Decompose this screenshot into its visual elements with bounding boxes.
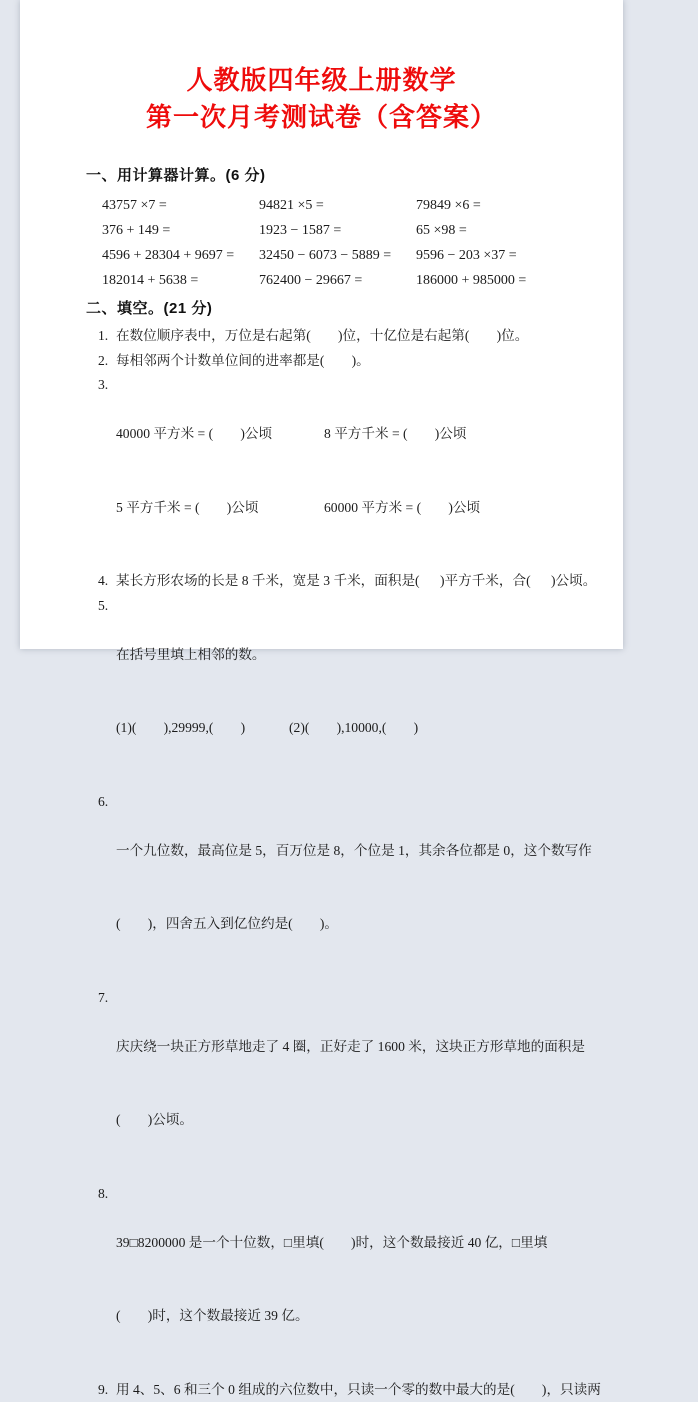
question-7 (98, 986, 613, 1182)
question-number: 6. (98, 790, 116, 815)
calc-problem: 9596 − 203 ×37 = (416, 243, 613, 268)
question-text (116, 790, 613, 986)
question-1 (98, 324, 613, 349)
question-6 (98, 790, 613, 986)
conversion-blank: 60000 平方米 = ( )公顷 (324, 496, 480, 521)
conversion-blank: 8 平方千米 = ( )公顷 (324, 422, 466, 447)
neighbor-number-blank: (2)( ),10000,( ) (289, 716, 418, 741)
calc-problem: 186000 + 985000 = (416, 268, 613, 293)
question-number: 3. (98, 373, 116, 398)
question-4 (98, 569, 613, 594)
title-line-1: 人教版四年级上册数学 (20, 62, 623, 99)
question-number: 9. (98, 1378, 116, 1402)
question-8 (98, 1182, 613, 1378)
question-text (116, 1182, 613, 1378)
calc-problem: 182014 + 5638 = (102, 268, 259, 293)
conversion-blank: 5 平方千米 = ( )公顷 (116, 496, 324, 521)
question-number: 8. (98, 1182, 116, 1207)
question-7-line-2: ( )公顷。 (116, 1108, 613, 1133)
question-number: 7. (98, 986, 116, 1011)
question-8-line-1: 39□8200000 是一个十位数，□里填( )时，这个数最接近 40 亿，□里填 (116, 1231, 613, 1256)
title-line-2: 第一次月考测试卷（含答案） (20, 99, 623, 136)
document-page (20, 0, 623, 649)
question-text: 某长方形农场的长是 8 千米，宽是 3 千米，面积是( )平方千米，合( )公顷。 (116, 569, 613, 594)
calc-problem: 376 + 149 = (102, 218, 259, 243)
question-6-line-2: ( )，四舍五入到亿位约是( )。 (116, 912, 613, 937)
calc-problem: 43757 ×7 = (102, 193, 259, 218)
question-text (116, 373, 613, 569)
question-number: 2. (98, 349, 116, 374)
question-3-line-1 (116, 422, 613, 447)
question-3-line-2 (116, 496, 613, 521)
section1-heading: 一、用计算器计算。(6 分) (86, 166, 613, 186)
question-number: 1. (98, 324, 116, 349)
question-3 (98, 373, 613, 569)
calc-problem: 32450 − 6073 − 5889 = (259, 243, 416, 268)
calc-problem: 94821 ×5 = (259, 193, 416, 218)
question-6-line-1: 一个九位数，最高位是 5，百万位是 8，个位是 1，其余各位都是 0，这个数写作 (116, 839, 613, 864)
question-9 (98, 1378, 613, 1402)
question-text: 在数位顺序表中，万位是右起第( )位，十亿位是右起第( )位。 (116, 324, 613, 349)
question-text (116, 986, 613, 1182)
question-8-line-2: ( )时，这个数最接近 39 亿。 (116, 1304, 613, 1329)
question-number: 5. (98, 594, 116, 619)
question-5-stem: 在括号里填上相邻的数。 (116, 643, 613, 668)
question-text: 每相邻两个计数单位间的进率都是( )。 (116, 349, 613, 374)
calc-problem: 79849 ×6 = (416, 193, 613, 218)
question-number: 4. (98, 569, 116, 594)
neighbor-number-blank: (1)( ),29999,( ) (116, 716, 289, 741)
question-5-line-2 (116, 716, 613, 741)
question-text (116, 594, 613, 790)
calc-problem: 65 ×98 = (416, 218, 613, 243)
document-title (20, 62, 623, 136)
question-7-line-1: 庆庆绕一块正方形草地走了 4 圈，正好走了 1600 米，这块正方形草地的面积是 (116, 1035, 613, 1060)
question-text: 用 4、5、6 和三个 0 组成的六位数中，只读一个零的数中最大的是( )，只读两 (116, 1378, 613, 1402)
fill-in-blank-items (98, 324, 613, 1402)
document-viewer-background (0, 0, 698, 649)
calc-problem: 762400 − 29667 = (259, 268, 416, 293)
page-content (20, 0, 623, 1402)
question-5 (98, 594, 613, 790)
section2-heading: 二、填空。(21 分) (86, 299, 613, 319)
calculation-problem-grid (102, 193, 613, 293)
calc-problem: 4596 + 28304 + 9697 = (102, 243, 259, 268)
question-2 (98, 349, 613, 374)
conversion-blank: 40000 平方米 = ( )公顷 (116, 422, 324, 447)
calc-problem: 1923 − 1587 = (259, 218, 416, 243)
